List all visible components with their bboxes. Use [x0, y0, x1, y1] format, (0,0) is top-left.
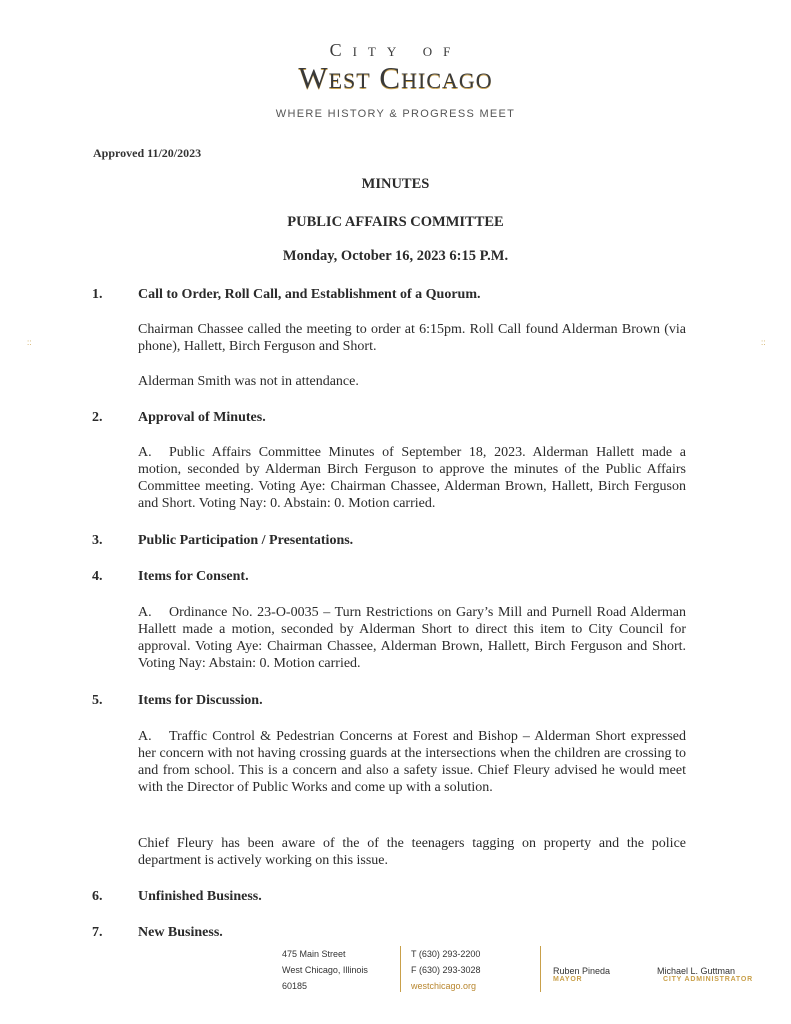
margin-mark-left: :: [27, 338, 32, 347]
section-number: 7. [92, 925, 103, 940]
section-number: 1. [92, 287, 103, 302]
margin-mark-right: :: [761, 338, 766, 347]
paragraph [138, 604, 686, 672]
section-number: 2. [92, 410, 103, 425]
section-title: Call to Order, Roll Call, and Establishment of a Quorum. [138, 287, 481, 302]
footer-divider [400, 946, 401, 992]
footer-divider [540, 946, 541, 992]
item-text: Public Affairs Committee Minutes of September 18, 2023. Alderman Hallett made a motion, seconded by Alderman Birch Ferguson to approve the minutes of the Public Affairs Committee meeting. Voting Aye: Chairman Chassee, Alderman Brown, Hallett, Birch Ferguson and Short. Voting Nay: 0. Abstain: 0. Motion carried. [138, 445, 686, 511]
mayor-title: MAYOR [553, 976, 583, 983]
section-title: Unfinished Business. [138, 889, 262, 904]
administrator-name: Michael L. Guttman [657, 966, 736, 976]
website-link[interactable]: westchicago.org [411, 981, 477, 991]
paragraph: Chairman Chassee called the meeting to order at 6:15pm. Roll Call found Alderman Brown (via phone), Hallett, Birch Ferguson and Short. [138, 322, 686, 354]
footer-address [282, 946, 368, 994]
section-title: Items for Discussion. [138, 693, 263, 708]
item-letter: A. [138, 605, 152, 620]
mayor-name: Ruben Pineda [553, 966, 611, 976]
document-title: MINUTES [361, 176, 430, 192]
phone-number: T (630) 293-2200 [411, 949, 481, 959]
address-line: West Chicago, Illinois [282, 965, 368, 975]
logo-west-chicago: West Chicago [298, 60, 493, 95]
administrator-block [657, 966, 753, 983]
section-number: 3. [92, 533, 103, 548]
mayor-block [553, 966, 610, 983]
section-title: New Business. [138, 925, 223, 940]
fax-number: F (630) 293-3028 [411, 965, 481, 975]
paragraph [138, 728, 686, 796]
section-number: 6. [92, 889, 103, 904]
committee-name: PUBLIC AFFAIRS COMMITTEE [287, 214, 504, 230]
section-title: Approval of Minutes. [138, 410, 266, 425]
section-number: 5. [92, 693, 103, 708]
section-number: 4. [92, 569, 103, 584]
section-title: Public Participation / Presentations. [138, 533, 354, 548]
paragraph: Alderman Smith was not in attendance. [138, 374, 359, 389]
paragraph: Chief Fleury has been aware of the of the teenagers tagging on property and the police department is actively working on this issue. [138, 836, 686, 868]
meeting-date: Monday, October 16, 2023 6:15 P.M. [282, 248, 509, 264]
footer-contact [411, 946, 481, 994]
section-title: Items for Consent. [138, 569, 249, 584]
address-line: 475 Main Street [282, 949, 346, 959]
item-letter: A. [138, 445, 152, 460]
approved-stamp: Approved 11/20/2023 [93, 146, 202, 160]
paragraph [138, 444, 686, 512]
tagline: WHERE HISTORY & PROGRESS MEET [275, 108, 516, 120]
item-text: Traffic Control & Pedestrian Concerns at Forest and Bishop – Alderman Short expressed her concern with not having crossing guards at the intersections when the children are crossing to and from school. This is a concern and also a safety issue. Chief Fleury advised he would meet with the Director of Public Works and come up with a solution. [138, 729, 686, 795]
item-letter: A. [138, 729, 152, 744]
item-text: Ordinance No. 23-O-0035 – Turn Restrictions on Gary’s Mill and Purnell Road Alderman Hallett made a motion, seconded by Alderman Short to direct this item to City Council for approval. Voting Aye: Chairman Chassee, Alderman Brown, Hallett, Birch Ferguson and Short. Voting Nay: Abstain: 0. Motion carried. [138, 605, 686, 671]
logo-city-of: City of [329, 40, 462, 60]
administrator-title: CITY ADMINISTRATOR [663, 976, 753, 983]
address-line: 60185 [282, 981, 308, 991]
